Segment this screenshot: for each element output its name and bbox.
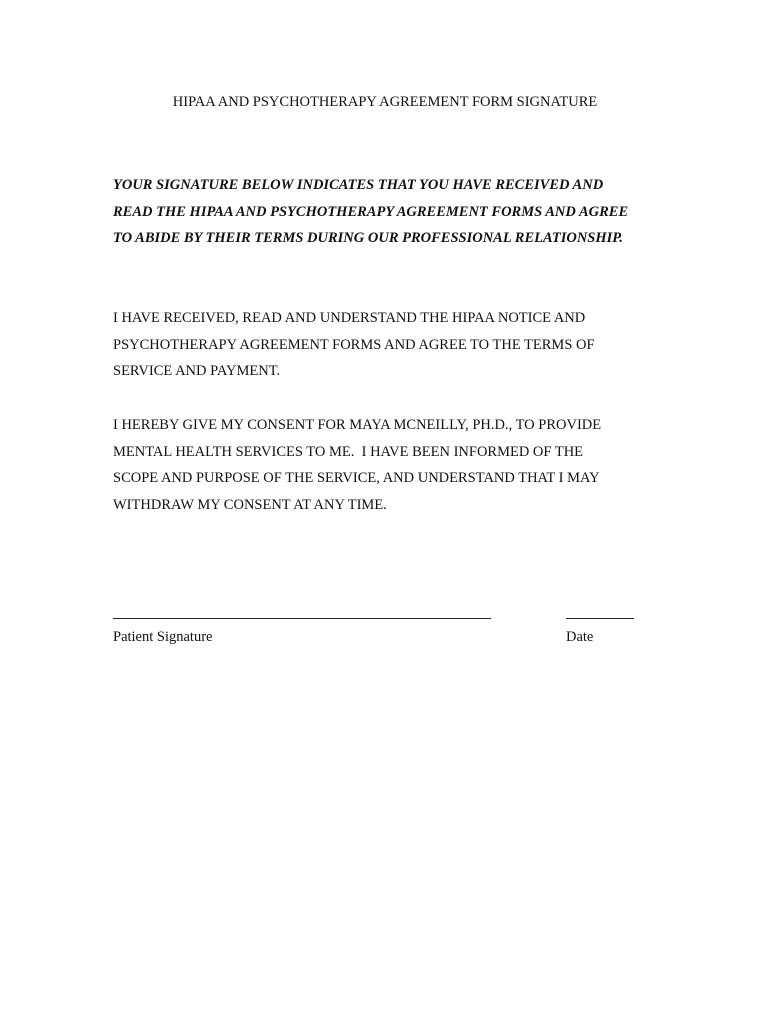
intro-line: TO ABIDE BY THEIR TERMS DURING OUR PROFESSIONAL RELATIONSHIP. [113, 230, 623, 247]
page-title: HIPAA AND PSYCHOTHERAPY AGREEMENT FORM SIGNATURE [172, 94, 598, 110]
paragraph-line: PSYCHOTHERAPY AGREEMENT FORMS AND AGREE TO THE TERMS OF [113, 336, 595, 353]
paragraph-line: SERVICE AND PAYMENT. [113, 363, 281, 380]
patient-signature-label: Patient Signature [113, 629, 213, 645]
acknowledgement-paragraph [113, 305, 693, 385]
intro-statement [113, 172, 693, 252]
date-label: Date [566, 629, 594, 645]
patient-signature-line[interactable] [113, 618, 491, 619]
intro-line: READ THE HIPAA AND PSYCHOTHERAPY AGREEMENT FORMS AND AGREE [113, 203, 629, 220]
date-signature-line[interactable] [566, 618, 634, 619]
paragraph-line: I HAVE RECEIVED, READ AND UNDERSTAND THE HIPAA NOTICE AND [113, 310, 586, 326]
consent-paragraph [113, 412, 693, 519]
intro-line: YOUR SIGNATURE BELOW INDICATES THAT YOU HAVE RECEIVED AND [113, 177, 604, 193]
paragraph-line: MENTAL HEALTH SERVICES TO ME. I HAVE BEEN INFORMED OF THE [113, 443, 584, 460]
paragraph-line: WITHDRAW MY CONSENT AT ANY TIME. [113, 497, 387, 514]
paragraph-line: SCOPE AND PURPOSE OF THE SERVICE, AND UNDERSTAND THAT I MAY [113, 470, 600, 487]
paragraph-line: I HEREBY GIVE MY CONSENT FOR MAYA MCNEILLY, PH.D., TO PROVIDE [113, 417, 602, 433]
